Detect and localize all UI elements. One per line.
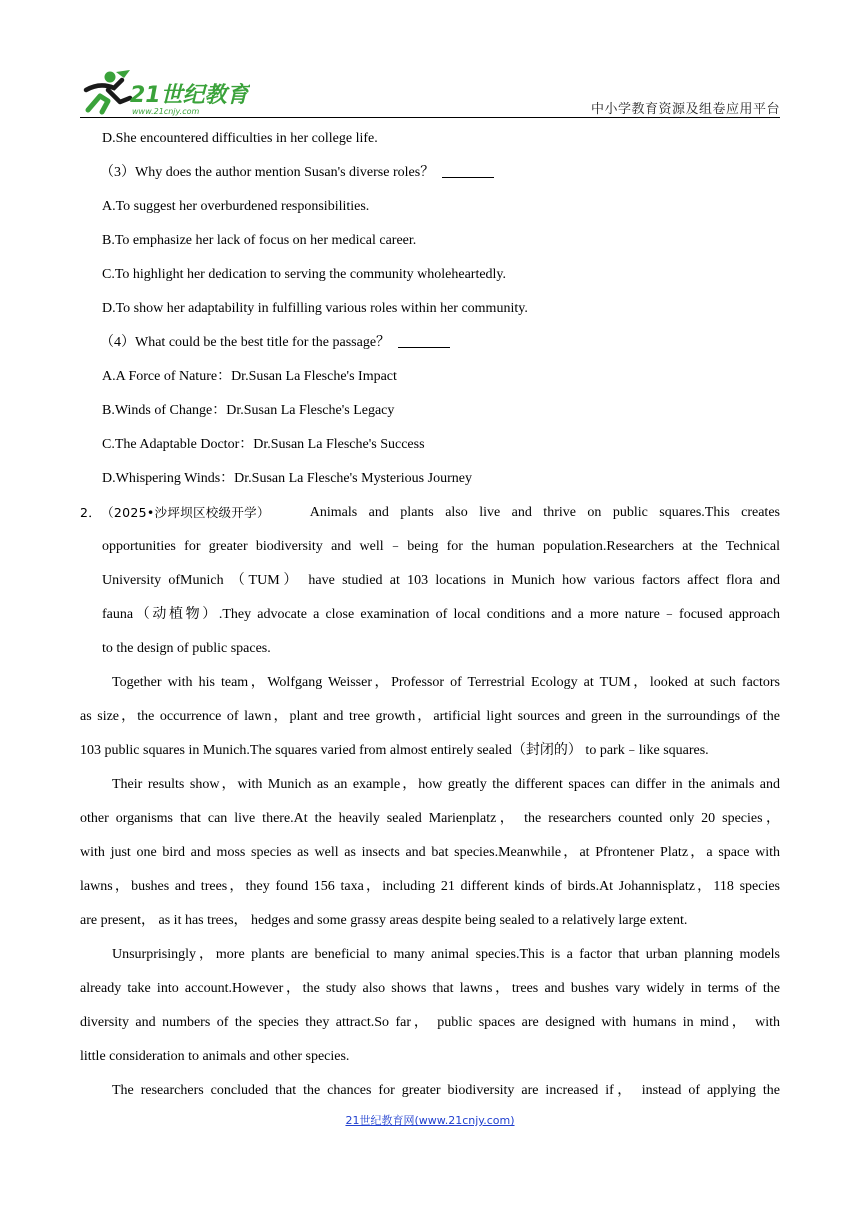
document-body bbox=[80, 122, 780, 1108]
passage-line: Animals and plants also live and thrive on public squares.This creates bbox=[309, 505, 780, 520]
passage-2-first-line bbox=[80, 496, 780, 530]
header-divider bbox=[80, 117, 780, 118]
footer-link[interactable]: 21世纪教育网(www.21cnjy.com) bbox=[345, 1114, 515, 1127]
passage-line: to the design of public spaces. bbox=[102, 641, 271, 656]
q4-option-b: B.Winds of Change：Dr.Susan La Flesche's Legacy bbox=[102, 403, 395, 418]
q3-option-b: B.To emphasize her lack of focus on her medical career. bbox=[102, 233, 417, 248]
q4-option-c: C.The Adaptable Doctor：Dr.Susan La Flesche's Success bbox=[102, 437, 425, 452]
passage-line: University ofMunich （TUM） have studied at 103 locations in Munich how various factors affect flora and bbox=[102, 573, 780, 588]
passage-line: 103 public squares in Munich.The squares varied from almost entirely sealed（封闭的） to park﹣like squares. bbox=[80, 743, 709, 758]
answer-blank-3[interactable] bbox=[442, 163, 494, 178]
passage-line: little consideration to animals and other species. bbox=[80, 1049, 350, 1064]
passage-line: diversity and numbers of the species they attract.So far， public spaces are designed with humans in mind， with bbox=[80, 1015, 780, 1030]
page-footer bbox=[0, 1112, 860, 1128]
passage-line: already take into account.However，the study also shows that lawns，trees and bushes vary widely in terms of the bbox=[80, 981, 780, 996]
question-3 bbox=[80, 156, 780, 190]
site-logo[interactable] bbox=[80, 68, 250, 118]
platform-name: 中小学教育资源及组卷应用平台 bbox=[590, 102, 780, 117]
q4-option-a: A.A Force of Nature：Dr.Susan La Flesche's Impact bbox=[102, 369, 397, 384]
question-source: （2025•沙坪坝区校级开学） bbox=[101, 505, 270, 520]
passage-line: other organisms that can live there.At the heavily sealed Marienplatz， the researchers counted only 20 species， bbox=[80, 811, 780, 826]
q3-option-a: A.To suggest her overburdened responsibilities. bbox=[102, 199, 370, 214]
passage-line: opportunities for greater biodiversity and well﹣being for the human population.Researchers at the Technical bbox=[102, 539, 780, 554]
svg-text:www.21cnjy.com: www.21cnjy.com bbox=[132, 107, 200, 116]
q1-option-d: D.She encountered difficulties in her college life. bbox=[102, 131, 378, 146]
q3-option-c: C.To highlight her dedication to serving the community wholeheartedly. bbox=[102, 267, 507, 282]
question-number: 2． bbox=[80, 505, 102, 520]
passage-line: Their results show，with Munich as an example，how greatly the different spaces can differ in the animals and bbox=[112, 777, 780, 792]
page-header bbox=[80, 68, 780, 118]
passage-line: as size，the occurrence of lawn，plant and tree growth，artificial light sources and green in the surroundings of the bbox=[80, 709, 780, 724]
question-4 bbox=[80, 326, 780, 360]
svg-text:21世纪教育: 21世纪教育 bbox=[130, 83, 249, 108]
answer-blank-4[interactable] bbox=[398, 333, 450, 348]
passage-line: lawns，bushes and trees，they found 156 taxa，including 21 different kinds of birds.At Johannisplatz，118 species bbox=[80, 879, 780, 894]
passage-line: Together with his team，Wolfgang Weisser，Professor of Terrestrial Ecology at TUM，looked at such factors bbox=[112, 675, 780, 690]
passage-line: with just one bird and moss species as well as insects and bat species.Meanwhile，at Pfrontener Platz，a space with bbox=[80, 845, 780, 860]
q4-option-d: D.Whispering Winds：Dr.Susan La Flesche's Mysterious Journey bbox=[102, 471, 472, 486]
passage-line: fauna（动植物）.They advocate a close examination of local conditions and a more nature﹣focused approach bbox=[102, 607, 780, 622]
passage-line: The researchers concluded that the chances for greater biodiversity are increased if， instead of applying the bbox=[112, 1083, 780, 1098]
question-4-stem: （4）What could be the best title for the passage？ bbox=[100, 335, 391, 350]
q3-option-d: D.To show her adaptability in fulfilling various roles within her community. bbox=[102, 301, 528, 316]
runner-logo-icon bbox=[80, 68, 250, 118]
question-3-stem: （3）Why does the author mention Susan's diverse roles？ bbox=[100, 165, 435, 180]
passage-line: are present， as it has trees， hedges and some grassy areas despite being sealed to a relatively large extent. bbox=[80, 913, 688, 928]
passage-line: Unsurprisingly，more plants are beneficial to many animal species.This is a factor that urban planning models bbox=[112, 947, 780, 962]
